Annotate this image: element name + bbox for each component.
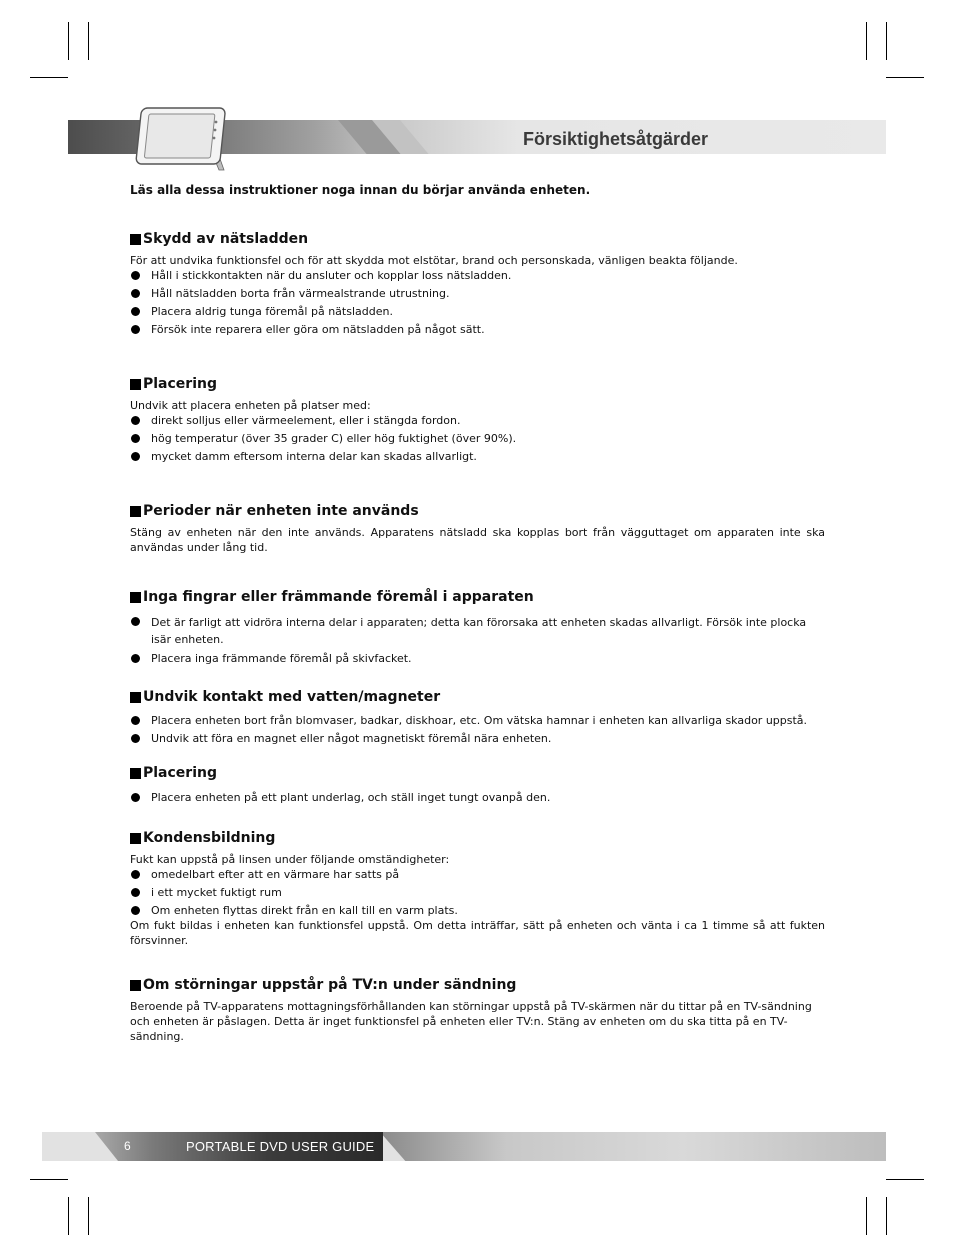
section-paragraph: Undvik att placera enheten på platser med: [130, 399, 371, 412]
crop-mark [866, 22, 867, 60]
crop-mark [30, 77, 68, 78]
list-item-text: Placera enheten bort från blomvaser, badkar, diskhoar, etc. Om vätska hamnar i enheten kan allvarliga skador uppstå. [151, 714, 808, 727]
square-bullet-icon [130, 980, 141, 991]
bullet-list [130, 713, 825, 746]
section-heading-text: Undvik kontakt med vatten/magneter [143, 689, 441, 705]
bullet-dot-icon [131, 906, 140, 915]
section-paragraph: För att undvika funktionsfel och för att skydda mot elstötar, brand och personskada, vänligen beakta följande. [130, 254, 738, 267]
section-heading [130, 977, 825, 993]
section-heading [130, 765, 825, 781]
bullet-dot-icon [131, 289, 140, 298]
footer-fade [380, 1132, 886, 1161]
list-item [130, 304, 825, 319]
section-heading-text: Inga fingrar eller främmande föremål i apparaten [143, 589, 534, 605]
section-heading-text: Placering [143, 765, 217, 781]
section-water-magnets [130, 689, 825, 749]
bullet-list [130, 790, 825, 805]
section-heading [130, 376, 825, 392]
crop-mark [886, 77, 924, 78]
list-item-text: Försök inte reparera eller göra om nätsladden på något sätt. [151, 323, 485, 336]
section-placement-surface [130, 765, 825, 808]
page-number: 6 [124, 1139, 131, 1153]
section-unused-periods [130, 503, 825, 555]
crop-mark [886, 22, 887, 60]
list-item-text: Undvik att föra en magnet eller något magnetiskt föremål nära enheten. [151, 732, 552, 745]
bullet-list [130, 614, 825, 666]
bullet-dot-icon [131, 888, 140, 897]
section-heading [130, 231, 825, 247]
list-item [130, 790, 825, 805]
list-item [130, 885, 825, 900]
section-heading [130, 830, 825, 846]
section-paragraph: Fukt kan uppstå på linsen under följande omständigheter: [130, 853, 450, 866]
section-paragraph: Beroende på TV-apparatens mottagningsförhållanden kan störningar uppstå på TV-skärmen när du tittar på en TV-sändning och enheten är påslagen. Detta är inget funktionsfel på enheten eller TV:n. Stäng av enheten om du ska titta på en TV-sändning. [130, 1000, 812, 1043]
list-item-text: Håll i stickkontakten när du ansluter och kopplar loss nätsladden. [151, 269, 512, 282]
section-heading-text: Kondensbildning [143, 830, 276, 846]
section-paragraph: Stäng av enheten när den inte används. Apparatens nätsladd ska kopplas bort från vägguttaget om apparaten inte ska användas under lång tid. [130, 526, 825, 554]
section-heading-text: Placering [143, 376, 217, 392]
list-item [130, 903, 825, 918]
square-bullet-icon [130, 833, 141, 844]
crop-mark [88, 1197, 89, 1235]
bullet-list [130, 413, 825, 464]
square-bullet-icon [130, 592, 141, 603]
bullet-dot-icon [131, 617, 140, 626]
page-title: Försiktighetsåtgärder [523, 129, 709, 149]
square-bullet-icon [130, 768, 141, 779]
crop-mark [886, 1197, 887, 1235]
list-item-text: Placera aldrig tunga föremål på nätsladden. [151, 305, 393, 318]
section-heading-text: Om störningar uppstår på TV:n under sändning [143, 977, 517, 993]
list-item [130, 867, 825, 882]
crop-mark [866, 1197, 867, 1235]
list-item [130, 449, 825, 464]
footer-guide-title: PORTABLE DVD USER GUIDE [186, 1139, 375, 1154]
section-heading-text: Skydd av nätsladden [143, 231, 309, 247]
list-item [130, 431, 825, 446]
bullet-dot-icon [131, 416, 140, 425]
list-item [130, 614, 825, 648]
bullet-dot-icon [131, 654, 140, 663]
square-bullet-icon [130, 234, 141, 245]
bullet-list [130, 867, 825, 918]
section-heading [130, 689, 825, 705]
bullet-list [130, 268, 825, 337]
bullet-dot-icon [131, 271, 140, 280]
list-item-text: Det är farligt att vidröra interna delar i apparaten; detta kan förorsaka att enheten skadas allvarligt. Försök inte plocka isär enheten. [151, 616, 807, 646]
list-item [130, 413, 825, 428]
bullet-dot-icon [131, 452, 140, 461]
list-item [130, 713, 825, 728]
list-item [130, 731, 825, 746]
bullet-dot-icon [131, 716, 140, 725]
bullet-dot-icon [131, 734, 140, 743]
bullet-dot-icon [131, 325, 140, 334]
crop-mark [68, 1197, 69, 1235]
list-item-text: i ett mycket fuktigt rum [151, 886, 282, 899]
square-bullet-icon [130, 379, 141, 390]
crop-mark [30, 1179, 68, 1180]
crop-mark [88, 22, 89, 60]
list-item [130, 286, 825, 301]
section-tv-interference [130, 977, 825, 1044]
crop-mark [68, 22, 69, 60]
bullet-dot-icon [131, 870, 140, 879]
list-item-text: Håll nätsladden borta från värmealstrande utrustning. [151, 287, 450, 300]
list-item [130, 651, 825, 666]
section-paragraph-after: Om fukt bildas i enheten kan funktionsfel uppstå. Om detta inträffar, sätt på enheten och vänta i ca 1 timme så att fukten försvinner. [130, 919, 825, 947]
section-heading [130, 589, 825, 605]
section-power-cord [130, 231, 825, 340]
section-placement [130, 376, 825, 467]
section-heading-text: Perioder när enheten inte används [143, 503, 419, 519]
list-item-text: Placera enheten på ett plant underlag, och ställ inget tungt ovanpå den. [151, 791, 551, 804]
list-item-text: omedelbart efter att en värmare har satts på [151, 868, 400, 881]
list-item [130, 322, 825, 337]
bullet-dot-icon [131, 434, 140, 443]
square-bullet-icon [130, 692, 141, 703]
list-item-text: hög temperatur (över 35 grader C) eller hög fuktighet (över 90%). [151, 432, 517, 445]
crop-mark [886, 1179, 924, 1180]
list-item-text: direkt solljus eller värmeelement, eller i stängda fordon. [151, 414, 461, 427]
list-item-text: mycket damm eftersom interna delar kan skadas allvarligt. [151, 450, 477, 463]
bullet-dot-icon [131, 307, 140, 316]
portable-dvd-icon [130, 104, 230, 176]
list-item-text: Placera inga främmande föremål på skivfacket. [151, 652, 412, 665]
intro-text: Läs alla dessa instruktioner noga innan du börjar använda enheten. [130, 183, 591, 197]
section-heading [130, 503, 825, 519]
bullet-dot-icon [131, 793, 140, 802]
section-foreign-objects [130, 589, 825, 669]
list-item [130, 268, 825, 283]
list-item-text: Om enheten flyttas direkt från en kall till en varm plats. [151, 904, 458, 917]
square-bullet-icon [130, 506, 141, 517]
section-condensation [130, 830, 825, 948]
